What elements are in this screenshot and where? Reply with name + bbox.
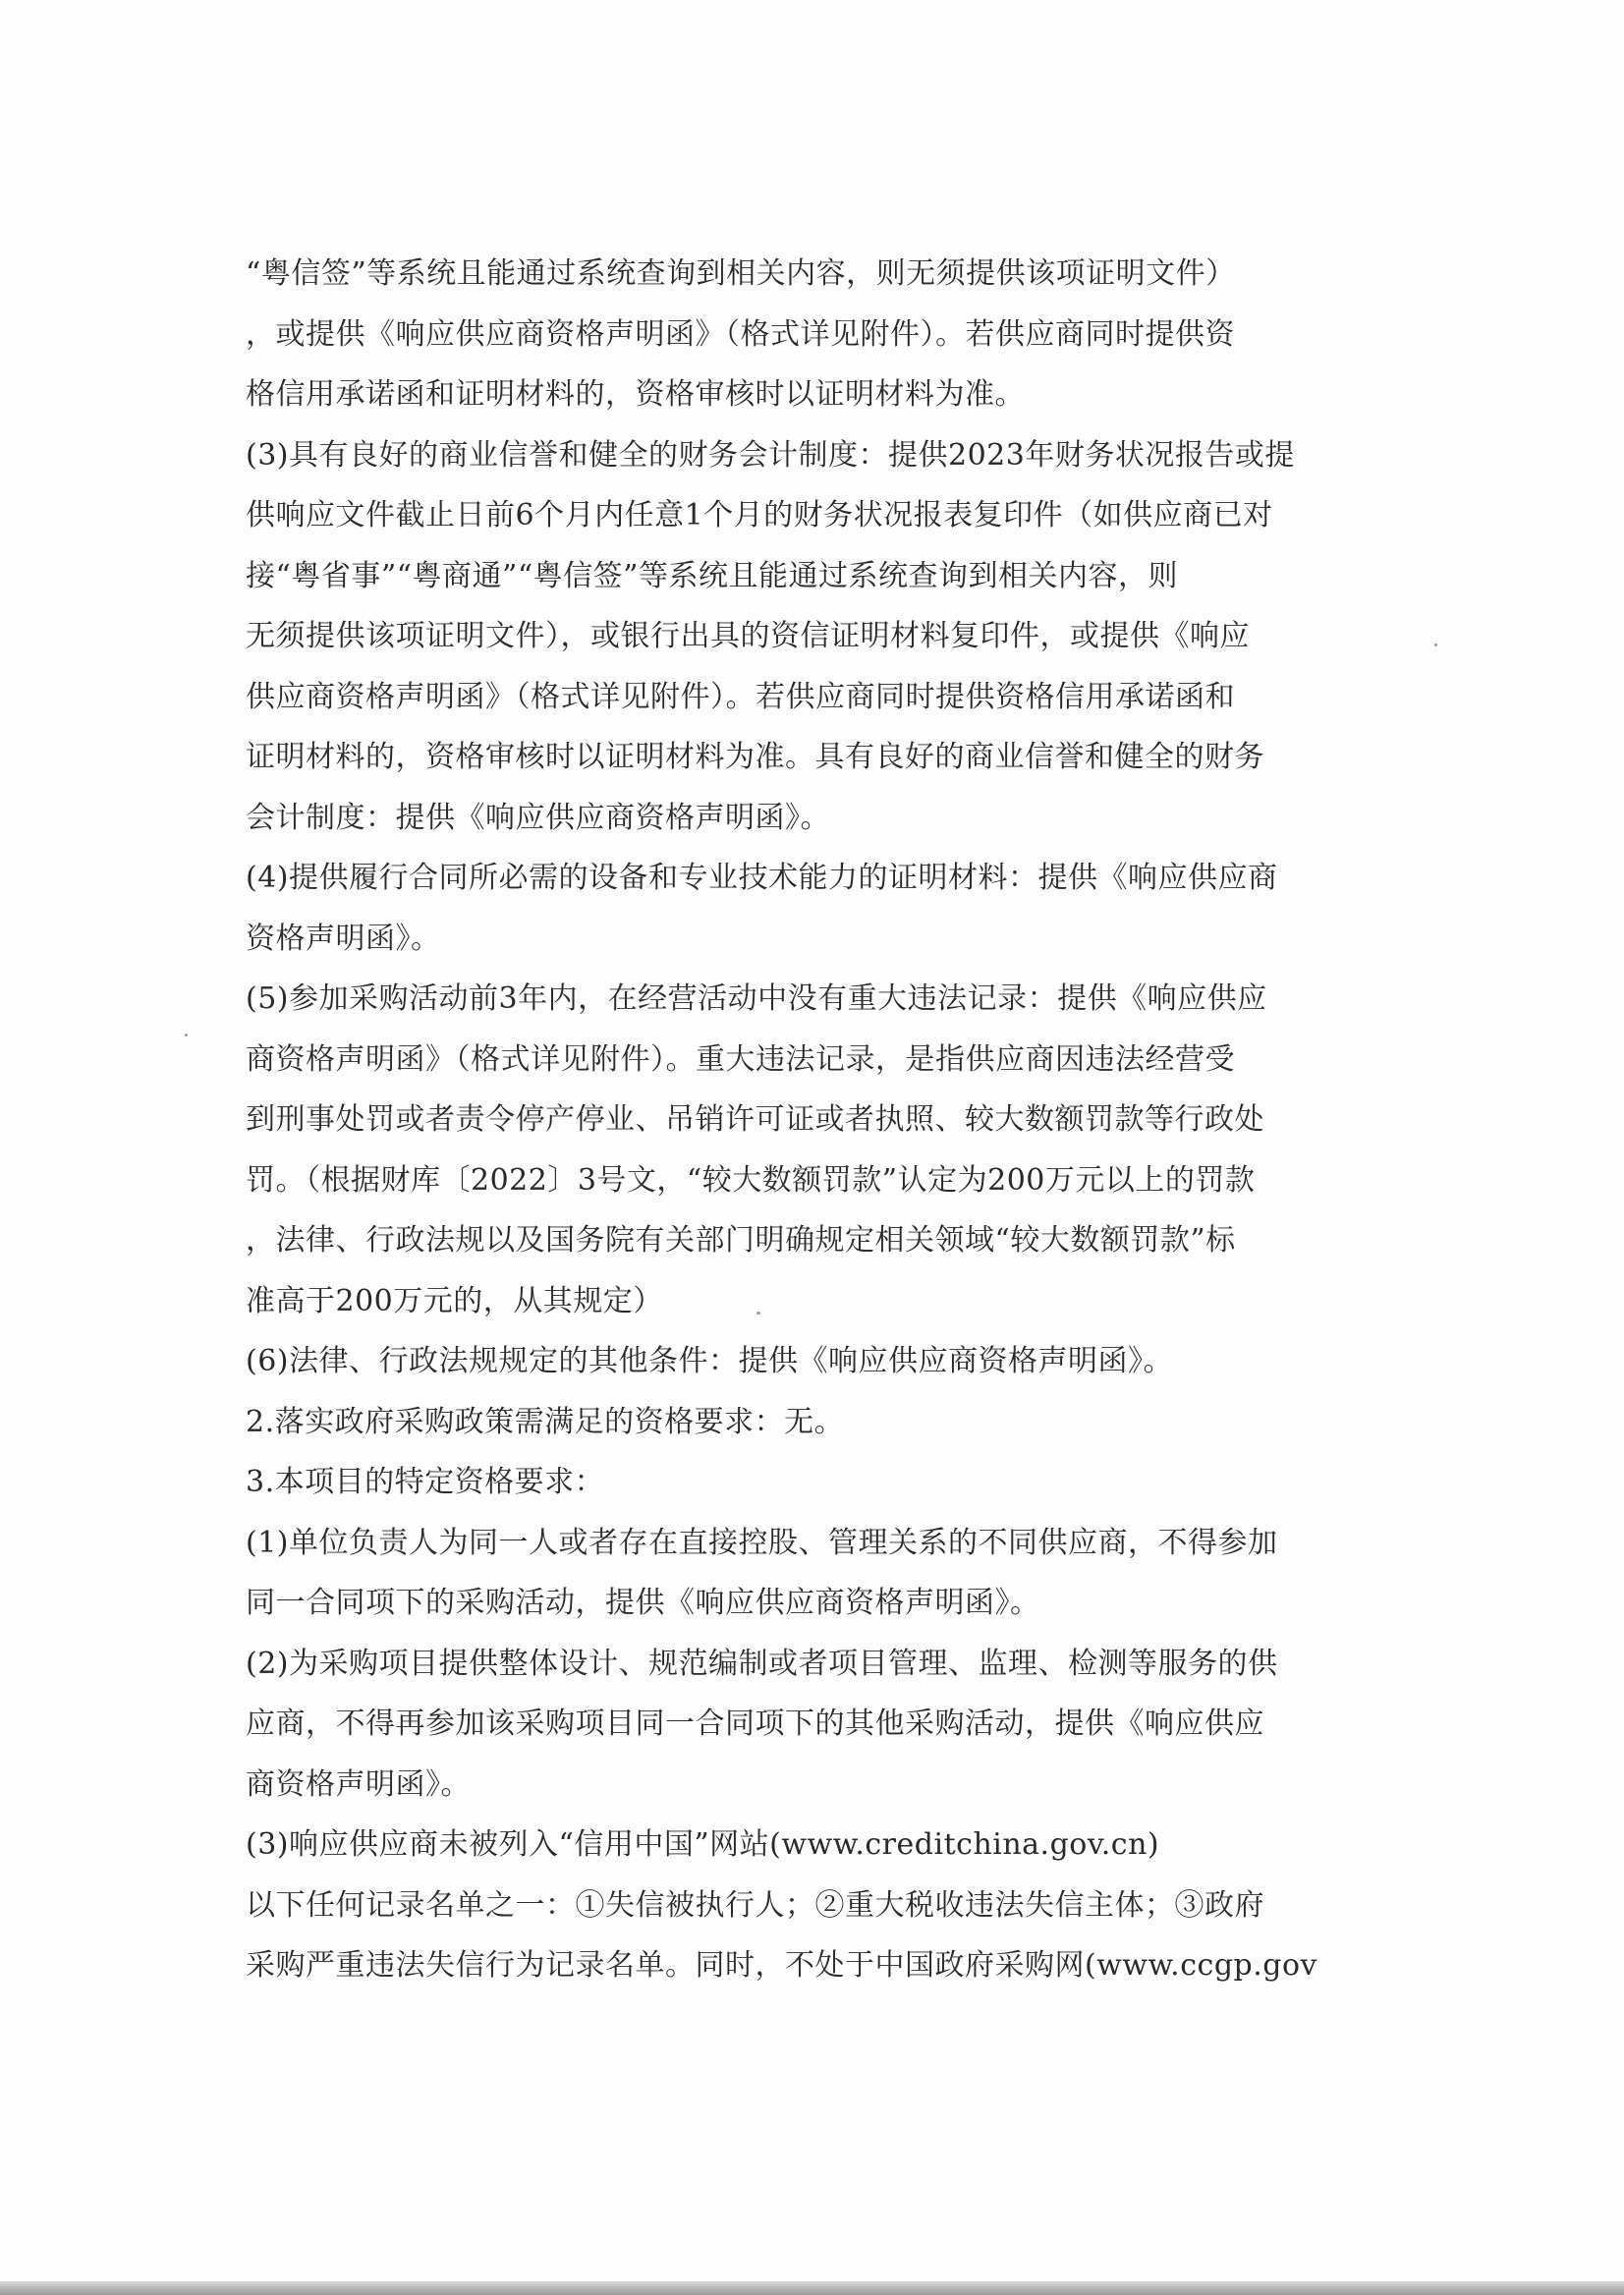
- text-line: 3.本项目的特定资格要求：: [246, 1465, 605, 1499]
- text-line: (4)提供履行合同所必需的设备和专业技术能力的证明材料：提供《响应供应商: [246, 861, 1278, 895]
- text-line: 以下任何记录名单之一：①失信被执行人；②重大税收违法失信主体；③政府: [246, 1887, 1264, 1923]
- text-line: 商资格声明函》（格式详见附件）。重大违法记录，是指供应商因违法经营受: [246, 1041, 1235, 1077]
- text-line: 格信用承诺函和证明材料的，资格审核时以证明材料为准。: [246, 377, 1025, 412]
- text-line: 无须提供该项证明文件），或银行出具的资信证明材料复印件，或提供《响应: [246, 619, 1250, 653]
- text-line: (3)具有良好的商业信誉和健全的财务会计制度：提供2023年财务状况报告或提: [246, 437, 1295, 473]
- text-line: (6)法律、行政法规规定的其他条件：提供《响应供应商资格声明函》。: [246, 1344, 1173, 1378]
- scan-speck: [756, 1312, 760, 1315]
- text-line: (1)单位负责人为同一人或者存在直接控股、管理关系的不同供应商，不得参加: [246, 1525, 1278, 1560]
- text-line: 商资格声明函》。: [246, 1766, 471, 1802]
- text-line: ，法律、行政法规以及国务院有关部门明确规定相关领域“较大数额罚款”标: [246, 1223, 1236, 1258]
- text-line: 会计制度：提供《响应供应商资格声明函》。: [246, 800, 830, 835]
- text-line: (3)响应供应商未被列入“信用中国”网站(www.creditchina.gov.cn): [246, 1827, 1160, 1862]
- text-line: 供响应文件截止日前6个月内任意1个月的财务状况报表复印件（如供应商已对: [246, 498, 1273, 532]
- text-line: 证明材料的，资格审核时以证明材料为准。具有良好的商业信誉和健全的财务: [246, 740, 1264, 774]
- text-line: ，或提供《响应供应商资格声明函》（格式详见附件）。若供应商同时提供资: [246, 316, 1235, 352]
- text-line: 罚。（根据财库〔2022〕3号文，“较大数额罚款”认定为200万元以上的罚款: [246, 1162, 1256, 1198]
- text-line: (2)为采购项目提供整体设计、规范编制或者项目管理、监理、检测等服务的供: [246, 1646, 1278, 1681]
- text-line: 同一合同项下的采购活动，提供《响应供应商资格声明函》。: [246, 1586, 1040, 1620]
- text-line: 供应商资格声明函》（格式详见附件）。若供应商同时提供资格信用承诺函和: [246, 679, 1235, 714]
- scan-speck: [185, 1034, 188, 1036]
- text-line: 应商，不得再参加该采购项目同一合同项下的其他采购活动，提供《响应供应: [246, 1707, 1264, 1741]
- text-line: 准高于200万元的，从其规定）: [246, 1283, 663, 1318]
- text-line: “粤信签”等系统且能通过系统查询到相关内容，则无须提供该项证明文件）: [246, 256, 1236, 291]
- text-line: 到刑事处罚或者责令停产停业、吊销许可证或者执照、较大数额罚款等行政处: [246, 1102, 1264, 1137]
- text-line: 2.落实政府采购政策需满足的资格要求：无。: [246, 1404, 845, 1439]
- text-line: 资格声明函》。: [246, 921, 441, 956]
- text-line: (5)参加采购活动前3年内，在经营活动中没有重大违法记录：提供《响应供应: [246, 981, 1267, 1016]
- text-line: 接“粤省事”“粤商通”“粤信签”等系统且能通过系统查询到相关内容，则: [246, 558, 1179, 593]
- scan-bottom-edge: [0, 2281, 1624, 2295]
- scan-speck: [1434, 644, 1437, 646]
- text-line: 采购严重违法失信行为记录名单。同时，不处于中国政府采购网(www.ccgp.gov: [246, 1948, 1317, 1983]
- document-body: [246, 244, 1336, 1996]
